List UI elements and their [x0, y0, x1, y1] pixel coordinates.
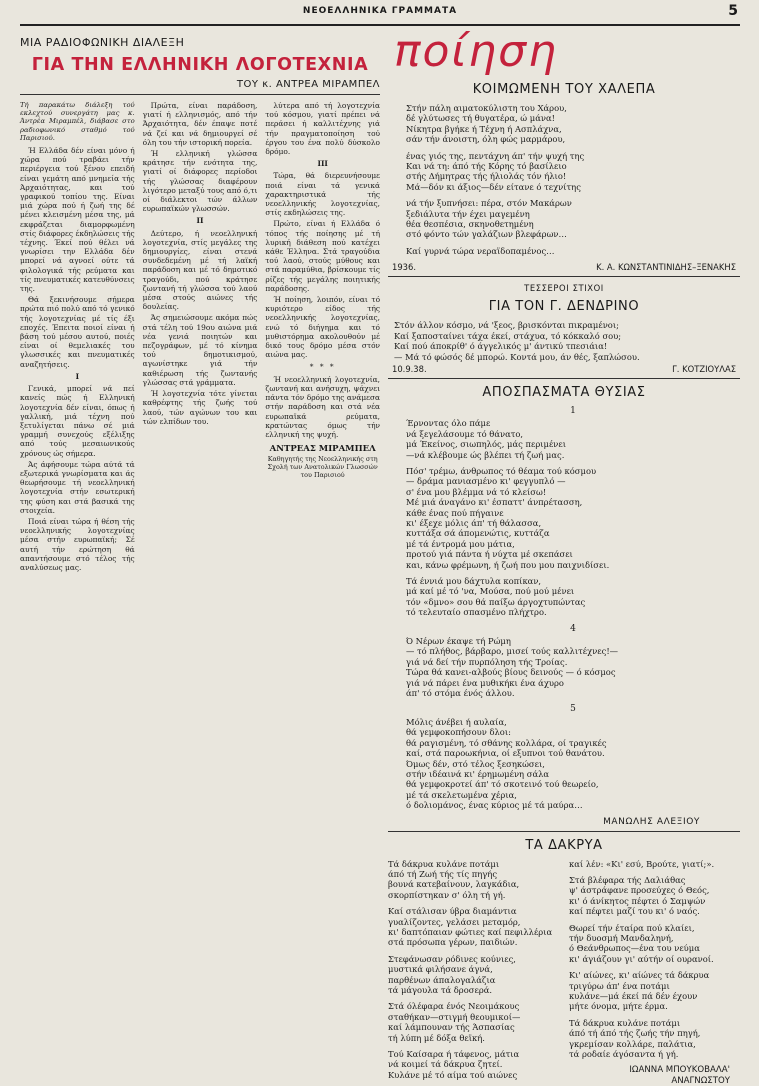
article-headline: ΓΙΑ ΤΗΝ ΕΛΛΗΝΙΚΗ ΛΟΓΟΤΕΧΝΙΑ: [31, 55, 369, 75]
article-intro: Τή παρακάτω διάλεξη τού εκλεχτού συνεργάτη μας κ. Άντρέα Μιραμπέλ, διάβασε στο ραδιοφωνικό σταθμό τού Παρισιού.: [20, 101, 135, 142]
poem-line: μήτε όνομα, μήτε έρμα.: [569, 1001, 668, 1012]
poem-line: Θωρεί τήν έταίρα πού κλαίει,: [569, 922, 695, 933]
poem-author: Γ. ΚΟΤΖΙΟΥΛΑΣ: [672, 363, 736, 374]
poem-date: 1936.: [392, 262, 416, 273]
poem-stanza: [406, 198, 740, 240]
article-paragraph: Άς άφήσουμε τώρα αύτά τά εξωτερικά γνωρίσματα και άς θεωρήσουμε τή νεοελληνική λογοτεχνία στήν εσωτερική της φύση και στά βασικά της στοιχεία.: [20, 459, 135, 515]
poem-line: Πόσ' τρέμω, άνθρωπος τό θέαμα τού κόσμου: [406, 465, 597, 476]
poem-line: Καί στάλισαν ύβρα διαμάντια: [388, 906, 517, 917]
divider: [388, 276, 740, 277]
poem-line: στά πρόσωπα γέρων, παιδιών.: [388, 937, 518, 948]
poem-line: ένας γιός της, πεντάχνη άπ' τήν ψυχή της: [406, 150, 585, 161]
poem-line: τό τελευταίο σπασμένο πλήχτρο.: [406, 607, 547, 618]
poem-title: ΤΑ ΔΑΚΡΥΑ: [525, 837, 603, 853]
poem-stanza: [388, 906, 559, 948]
poem-line: παρθένων άπαλογαλάζια: [388, 974, 496, 985]
article-column-1: [20, 101, 135, 1001]
article-paragraph: Ή Ελλάδα δέν είναι μόνο ή χώρα πού τραβάει τήν περιέργεια τού ξένου επειδή είναι γεμάτη από μνημεία τής Άρχαιότητας, και τού γραφικού τοπίου της. Είναι μιά χώρα πού ή ζωή της δέ μένει κλεισμένη μέσα της, μά εκφράζεται διαμορφωμένη στίς διάφορες έκδηλώσεις τής τέχνης. Έκεί πού θέλει νά γνωρίσει την Ελλάδα δέν μπορεί νά αγνοεί ούτε τά φιλολογικά τής ρεύματα και τίς πνευματικές κατευθύνσεις της.: [20, 146, 135, 294]
poem-line: κι' ό άνίκητος πέφτει ό Σαμψών: [569, 895, 706, 906]
poem-line: κι' δαπτόπαιαν φώτιες καί πεφιλλέρια: [388, 926, 553, 937]
poem-line: κυλάνε—μά έκεί πά δέν έχουν: [569, 991, 698, 1001]
poem-stanza: [406, 717, 740, 811]
poem-line: Νίκητρα βγήκε ή Τέχνη ή Ασπλάχνα,: [406, 123, 562, 134]
poem-stanza: [388, 1049, 559, 1080]
poem-line: Τού Καίσαρα ή τάφενος, μάτια: [388, 1049, 520, 1060]
poem-line: Ό Νέρων έκαψε τή Ρώμη: [406, 636, 511, 647]
poem-line: — Μά τό φώσός δέ μπορώ. Κοντά μου, άν θές, ξαπλώσου.: [394, 351, 640, 362]
masthead: [20, 3, 740, 26]
poem-line: βουνά κατεβαίνουν, λαγκάδια,: [388, 879, 520, 890]
divider: [388, 378, 740, 379]
poem-body: [388, 406, 740, 811]
poem-stanza: [569, 859, 740, 869]
article-kicker: ΜΙΑ ΡΑΔΙΟΦΩΝΙΚΗ ΔΙΑΛΕΞΗ: [20, 36, 185, 49]
poem-body: [388, 320, 740, 362]
article-byline: ΤΟΥ κ. ΑΝΤΡΕΑ ΜΙΡΑΜΠΕΛ: [236, 79, 380, 90]
poetry-banner: ποίηση: [394, 26, 558, 77]
article-signature: ΑΝΤΡΕΑΣ ΜΙΡΑΜΠΕΛ: [269, 444, 376, 455]
article-rule: [20, 94, 380, 95]
poem-line: θά γεμφοκοπήσουν δλοι:: [406, 727, 511, 738]
poem-stanza: [406, 466, 740, 570]
poem-line: ψ' άστράφανε προσεύχες ό Θεός,: [569, 885, 710, 896]
poem-line: προτού γιά πάντα ή νύχτα μέ σκεπάσει: [406, 549, 573, 560]
poem-column-left: [388, 859, 559, 1086]
poem-line: άπό τή Ζωή τής τίς πηγής: [388, 868, 498, 879]
poem-line: γκρεμίσαν κολλάρε, παλάτια,: [569, 1038, 696, 1049]
poem-line: τόν «δμνο» σου θά παίξω άργοχτυπώντας: [406, 596, 586, 607]
poem-stanza: [406, 636, 740, 698]
poem-line: ό δολιομάνος, ένας κύριος μέ τά μαύρα…: [406, 800, 583, 811]
poem-stanza: [406, 576, 740, 618]
poem-line: Έρνοντας όλο πάμε: [406, 418, 491, 429]
poem-line: κυττάξα σά άπομενώτις, κυττάζα: [406, 528, 550, 539]
poem-line: κι' άγιάζουν γι' αύτήν οί ουρανοί.: [569, 953, 714, 964]
poem-line: στό φόντο τών γαλάζιων βλεφάρων…: [406, 229, 567, 240]
poem-stanza: [569, 970, 740, 1012]
article-paragraph: λύτερα από τή λογοτεχνία τού κόσμου, γιατί πρέπει νά περάσει ή καλλιτέχνης γιά τήν πραγματοποίηση τού έργου του ένα πολύ δύσκολο δρόμο.: [265, 101, 381, 157]
poem-footer: [388, 364, 740, 374]
article-paragraph: Γενικά, μπορεί νά πεί κανείς πώς ή Ελληνική λογοτεχνία δέν είναι, όπως ή γαλλική, μιά τέχνη πού ξετυλίγεται πάνω σέ μιά γραμμή συνεχούς εξέλιξης από τούς μεσαιωνικούς χρόνους ώς σήμερα.: [20, 384, 135, 458]
poem-stanza: [406, 246, 740, 256]
poem-line: στήν ιδέαινά κι' έρημωμένη σάλα: [406, 768, 550, 779]
poem-line: Τά έννιά μου δάχτυλα κοπίκαν,: [406, 576, 542, 586]
article-paragraph: Πρώτα, είναι παράδοση, γιατί ή ελληνισμός, από τήν Άρχαιότητα, δέν έπαψε ποτέ νά ζεί και νά δημιουργεί σέ όλη του τήν ιστορική πορεία.: [142, 101, 258, 147]
poem-line: καί, στά παροωκήνια, οί εξυπνοι τού θανάτου.: [406, 748, 605, 759]
poem-line: Μέ μιά άναγάνο κι' έσπαττ' άνπρέτασση,: [406, 497, 583, 508]
article-paragraph: Ή λογοτεχνία τότε γίνεται καθρέφτης τής ζωής τού λαού, τών αγώνων του και τών ελπίδων του.: [142, 389, 258, 426]
poem-line: καί πέφτει μαζί του κι' ό ναός.: [569, 906, 700, 917]
poem-line: — δράμα μανιασμένο κι' φεγγυπλό —: [406, 476, 566, 487]
poem-line: γιά νά δεί τήν πυρπόληση τής Τροίας.: [406, 656, 568, 667]
section-number: II: [196, 216, 204, 226]
section-number: III: [317, 159, 328, 169]
poem-line: μέ τά έντρομά μου μάτια,: [406, 538, 515, 549]
poem-line: Στόν άλλον κόσμο, νά 'ξεος, βρισκόνται πικραμένοι;: [394, 320, 619, 331]
lecture-article: [20, 36, 380, 1016]
poem-footer: [388, 262, 740, 272]
poem-line: μά Έκείνος, σιωπηλός, μάς περιμένει: [406, 439, 567, 450]
poem-line: Τά δάκρυα κυλάνε ποτάμι: [569, 1017, 681, 1028]
poem-stanza: [406, 103, 740, 145]
poem-line: Καί πού άποκρίθ' ό άγγελικός μ' άντικύ τπεσιάια!: [394, 341, 608, 352]
poem-line: Μά—δόν κι άξιος—δέν είτανε ό τεχνίτης: [406, 181, 581, 192]
article-paragraph: Ποιά είναι τώρα ή θέση τής νεοελληνικής λογοτεχνίας μέσα στήν ευρωπαϊκή; Σέ αυτή τήν ερώτηση θά απαντήσουμε στό τέλος τής αναλύσεως μας.: [20, 516, 135, 572]
poem-title: ΑΠΟΣΠΑΣΜΑΤΑ ΘΥΣΙΑΣ: [482, 384, 646, 400]
article-signature-note: Καθηγητής της Νεοελληνικής στη Σχολή των Ανατολικών Γλωσσών του Παρισιού: [267, 455, 378, 479]
article-paragraph: Θά ξεκινήσουμε σήμερα πρώτα πιό πολύ από τό γενικό τής λογοτεχνίας μέ τίς έξι εποχές. Έπειτα ποιοί είναι ή βάση τού μέσου αυτού, ποιές είναι οί θεμελιακές του γλωσσικές και πνευματικές αναζητήσεις.: [20, 295, 135, 369]
poem-line: Στεφάνωσαν ρόδινες κούνιες,: [388, 953, 516, 964]
poem-line: ό Θεάνθρωπος—ένα του νεύμα: [569, 943, 700, 954]
poem-body: [388, 859, 740, 1086]
poem-column-right: [569, 859, 740, 1086]
poem-title: ΚΟΙΜΩΜΕΝΗ ΤΟΥ ΧΑΛΕΠΑ: [472, 82, 656, 97]
article-paragraph: Άς σημειώσουμε ακόμα πώς στά τέλη τού 19ου αιώνα μιά νέα γενιά ποιητών και πεζογράφων, μέ τό κίνημα τού δημοτικισμού, αγωνίστηκε γιά τήν καθιέρωση τής ζωντανής γλώσσας στά γράμματα.: [142, 313, 258, 387]
poem-line: Καί ξαποσταίνει τάχα έκεί, στάχυα, τό κόκκαλό σου;: [394, 330, 622, 341]
poem-line: άπό τή άπό τής ζωής τήν πηγή,: [569, 1028, 701, 1039]
poem-line: καί λάμπουναν τής Άσπασίας: [388, 1022, 515, 1033]
poem-line: τριγύρω άπ' ένα ποτάμι: [569, 980, 670, 991]
poem-line: θά ραγισμένη, τό σθάνης κολλάρα, οί τραγικές: [406, 737, 607, 748]
article-columns: [20, 101, 380, 1001]
poem-line: μά καί μέ τό 'να, Μούσα, πού μού μένει: [406, 586, 575, 597]
poem-author: ΙΩΑΝΝΑ ΜΠΟΥΚΟΒΑΛΑ' ΑΝΑΓΝΩΣΤΟΥ: [629, 1065, 730, 1086]
poem-stanza: [569, 875, 740, 917]
poem-line: άπ' τό στόμα ένός άλλου.: [406, 688, 515, 699]
poem-line: Καί γυρνά τώρα νεραϊδοπαμένος…: [406, 245, 555, 256]
poem-line: σταθήκαν—στιγμή θεουμικοί—: [388, 1011, 521, 1022]
article-paragraph: Τώρα, θά διερευνήσουμε ποιά είναι τά γενικά χαρακτηριστικά τής νεοελληνικής λογοτεχνίας, στίς εκδηλώσεις της.: [265, 171, 381, 218]
poem-author: ΜΑΝΩΛΗΣ ΑΛΕΞΙΟΥ: [603, 816, 700, 827]
poem-line: κι' έξεχε μόλις άπ' τή θάλασσα,: [406, 517, 542, 528]
poem-line: — τό πλήθος, βάρβαρο, μισεί τούς καλλιτέχνες!—: [406, 646, 619, 657]
article-paragraph: Ή ελληνική γλώσσα κράτησε τήν ενότητα της, γιατί οί διάφορες περίοδοι τής γλώσσας διαφέρουν λιγότερο μεταξύ τους από ό,τι οί διάλεκτοι τών άλλων ευρωπαϊκών γλωσσών.: [142, 149, 258, 214]
poem-stanza: [406, 151, 740, 193]
article-paragraph: Ή ποίηση, λοιπόν, είναι τό κυριότερο είδος τής νεοελληνικής λογοτεχνίας, ενώ τό διήγημα και τό μυθιστόρημα ακολουθούν μέ δικό τους δρόμο μέσα στόν αιώνα μας.: [265, 295, 381, 360]
poem-line: στής Δήμητρας τής ήλιολάς τόν ήλιο!: [406, 171, 567, 182]
poem-line: τήν δυοσμή Μανδαληνή,: [569, 932, 674, 943]
poem-line: γιά νά πάρει ένα μυθικήκι ένα άχυρο: [406, 677, 564, 688]
poem-line: θέα θεσπέσια, σκηνοθετημένη: [406, 219, 534, 230]
poem-line: μέ τά σκελετωμένα χέρια,: [406, 789, 517, 800]
poem-line: σάν τήν άνοιστη, όλη φώς μαρμάρου,: [406, 134, 566, 145]
poem-line: Τώρα θά κανει-αλβούς βίους δεινούς — ό κόσμος: [406, 667, 616, 678]
fragment-number: 5: [570, 704, 576, 715]
poem-line: τή λύπη μέ δόξα θεϊκή.: [388, 1032, 485, 1043]
poem-line: νά ξεγελάσουμε τό θάνατο,: [406, 428, 524, 439]
article-paragraph: Δεύτερο, ή νεοελληνική λογοτεχνία, στίς μεγάλες της δημιουργίες, είναι στενά συνδεδεμένη μέ τή λαϊκή παράδοση και μέ τό δημοτικό τραγούδι, πού κράτησε ζωντανή τή γλώσσα τού λαού μέσα στούς αιώνες τής δουλείας.: [142, 228, 258, 312]
article-paragraph: Πρώτο, είναι ή Ελλάδα ό τόπος τής ποίησης μέ τή λυρική διάθεση πού κατέχει κάθε Έλληνα. Στά τραγούδια τού λαού, στούς μύθους και στά παραμύθια, βρίσκουμε τίς ρίζες τής μεγάλης ποιητικής παράδοσης.: [265, 219, 381, 293]
poem-subtitle: ΤΕΣΣΕΡΟΙ ΣΤΙΧΟΙ: [524, 283, 604, 294]
section-stars: * * *: [309, 362, 336, 372]
poem-line: και, κάνω φρέμωνη, ή ζωή που μου παιχνιδίσει.: [406, 559, 610, 570]
poem-line: καί λέν: «Κι' εσύ, Βρούτε, γιατί;».: [569, 858, 715, 869]
article-column-2: [143, 101, 258, 1001]
poetry-section: [388, 26, 740, 1086]
poem-line: Τά δάκρυα κυλάνε ποτάμι: [388, 858, 500, 869]
poem-line: μυστικά φιλήσανε άγνά,: [388, 964, 493, 975]
fragment-number: 1: [570, 405, 576, 416]
poem-line: γυαλίζοντες, γελάσει μεταμόρ,: [388, 916, 521, 927]
poem-line: δέ γλύτωσες τή θυγατέρα, ώ μάνα!: [406, 113, 556, 124]
poem-stanza: [569, 1018, 740, 1060]
poem-line: σκορπίστηκαν σ' όλη τή γή.: [388, 889, 506, 900]
page-number: 5: [728, 3, 738, 19]
poem-stanza: [406, 418, 740, 460]
poem-stanza: [569, 923, 740, 965]
poem-line: νά τήν ξυπνήσει: πέρα, στόν Μακάρων: [406, 198, 572, 209]
poem-line: Στά βλέφαρα τής Δαλιάθας: [569, 874, 686, 885]
poem-line: ξεδιάλυτα τήν έχει μαγεμένη: [406, 208, 530, 219]
poem-line: Μόλις άνέβει ή αυλαία,: [406, 716, 507, 727]
poem-title: ΓΙΑ ΤΟΝ Γ. ΔΕΝΔΡΙΝΟ: [488, 299, 640, 315]
article-column-3: [265, 101, 380, 1001]
poem-line: —νά κλέβουμε ώς βλέπει τή ζωή μας.: [406, 449, 565, 460]
poem-stanza: [388, 859, 559, 901]
poem-stanza: [388, 954, 559, 996]
poem-author: Κ. Α. ΚΩΝΣΤΑΝΤΙΝΙΔΗΣ–ΞΕΝΑΚΗΣ: [596, 262, 736, 273]
poem-line: Στά όλέφαρα ένός Νεοιμάκους: [388, 1001, 520, 1012]
poem-line: Κυλάνε μέ τό αίμα τού αιώνες: [388, 1069, 518, 1080]
poem-line: Και νά τη: άπό τής Κόρης τό βασίλειο: [406, 161, 567, 172]
poem-stanza: [388, 1001, 559, 1043]
poem-body: [388, 103, 740, 256]
poem-line: Όμως δέν, στό τέλος ξεσηκώσει,: [406, 758, 545, 769]
poem-line: σ' ένα μου βλέμμα νά τό κλείσω!: [406, 486, 547, 497]
poem-line: θά γεμφοκροτεί άπ' τό σκοτεινό τού θεωρείο,: [406, 779, 599, 790]
poem-line: τά ροδαίε άγόσαντα ή γή.: [569, 1049, 679, 1060]
poem-line: Κι' αίώνες, κι' αίώνες τά δάκρυα: [569, 970, 710, 981]
divider: [388, 831, 740, 832]
poem-line: νά κοιμεί τά δάκρυα ζητεί.: [388, 1059, 503, 1070]
poem-date: 10.9.38.: [392, 363, 427, 374]
article-paragraph: Ή νεοελληνική λογοτεχνία, ζωντανή και ανήσυχη, ψάχνει πάντα τόν δρόμο της ανάμεσα στήν παράδοση και στά νέα ευρωπαϊκά ρεύματα, κρατώντας όμως τήν ελληνική της ψυχή.: [265, 374, 381, 439]
paper-name: ΝΕΟΕΛΛΗΝΙΚΑ ΓΡΑΜΜΑΤΑ: [302, 6, 458, 16]
poem-line: Στήν πάλη αιματοκύλιστη του Χάρου,: [406, 103, 567, 113]
section-number: I: [75, 371, 80, 381]
fragment-number: 4: [570, 623, 576, 634]
poem-line: κάθε ένας πού πήγαινε: [406, 507, 504, 518]
poem-line: τά μάγουλα τά δροσερά.: [388, 985, 493, 995]
